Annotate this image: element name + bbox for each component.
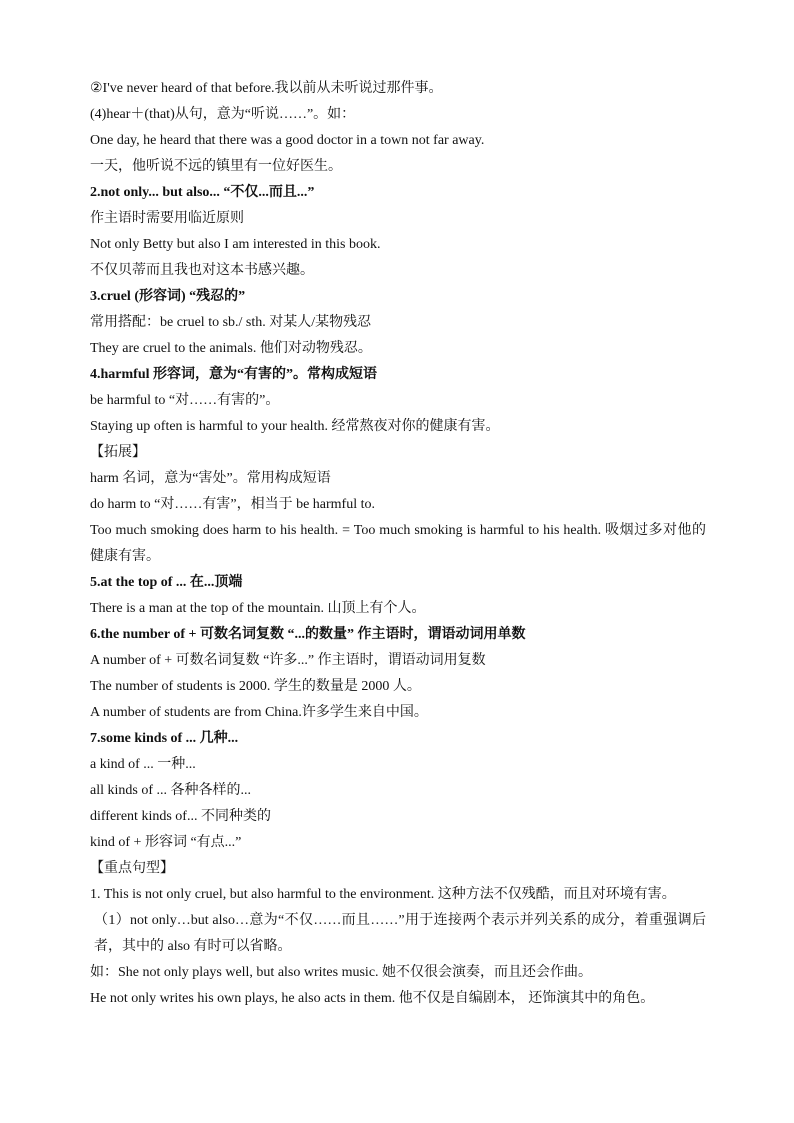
notes-block-1 [90, 76, 706, 518]
text-line: 一天，他听说不远的镇里有一位好医生。 [90, 159, 342, 174]
text-line: There is a man at the top of the mountain. 山顶上有个人。 [90, 601, 426, 616]
text-line: ②I've never heard of that before.我以前从未听说过那件事。 [90, 81, 443, 96]
text-line: harm 名词，意为“害处”。常用构成短语 [90, 471, 331, 486]
section-heading: 5.at the top of ... 在...顶端 [90, 575, 243, 590]
example-sentence-plays: He not only writes his own plays, he also acts in them. 他不仅是自编剧本， 还饰演其中的角色。 [90, 991, 655, 1006]
section-heading: 6.the number of + 可数名词复数 “...的数量” 作主语时，谓语动词用单数 [90, 627, 526, 642]
text-line: They are cruel to the animals. 他们对动物残忍。 [90, 341, 372, 356]
text-line: 常用搭配：be cruel to sb./ sth. 对某人/某物残忍 [90, 315, 372, 330]
text-line: 【拓展】 [90, 445, 146, 460]
text-line: 作主语时需要用临近原则 [90, 211, 244, 226]
section-heading: 4.harmful 形容词，意为“有害的”。常构成短语 [90, 367, 377, 382]
text-line: A number of students are from China.许多学生来自中国。 [90, 705, 428, 720]
document-page [90, 76, 706, 1012]
section-heading: 7.some kinds of ... 几种... [90, 731, 239, 746]
text-line: do harm to “对……有害”，相当于 be harmful to. [90, 497, 376, 512]
text-line: all kinds of ... 各种各样的... [90, 783, 251, 798]
text-line: A number of + 可数名词复数 “许多...” 作主语时，谓语动词用复数 [90, 653, 486, 668]
text-line: (4)hear＋(that)从句，意为“听说……”。如： [90, 107, 356, 122]
text-line: One day, he heard that there was a good doctor in a town not far away. [90, 133, 485, 148]
example-sentence-music: 如：She not only plays well, but also writes music. 她不仅很会演奏，而且还会作曲。 [90, 965, 593, 980]
section-heading: 2.not only... but also... “不仅...而且...” [90, 185, 315, 200]
notes-block-2 [90, 570, 706, 882]
smoking-example-paragraph: Too much smoking does harm to his health. = Too much smoking is harmful to his health. 吸烟过多对他的健康有害。 [90, 523, 706, 564]
text-line: Not only Betty but also I am interested in this book. [90, 237, 381, 252]
text-line: 【重点句型】 [90, 861, 174, 876]
text-line: 不仅贝蒂而且我也对这本书感兴趣。 [90, 263, 314, 278]
key-sentence-1: 1. This is not only cruel, but also harmful to the environment. 这种方法不仅残酷，而且对环境有害。 [90, 887, 676, 902]
text-line: kind of + 形容词 “有点...” [90, 835, 242, 850]
text-line: The number of students is 2000. 学生的数量是 2000 人。 [90, 679, 421, 694]
text-line: different kinds of... 不同种类的 [90, 809, 271, 824]
explanation-paragraph: （1）not only…but also…意为“不仅……而且……”用于连接两个表示并列关系的成分，着重强调后者，其中的 also 有时可以省略。 [94, 913, 706, 954]
text-line: a kind of ... 一种... [90, 757, 196, 772]
section-heading: 3.cruel (形容词) “残忍的” [90, 289, 246, 304]
text-line: Staying up often is harmful to your health. 经常熬夜对你的健康有害。 [90, 419, 500, 434]
text-line: be harmful to “对……有害的”。 [90, 393, 280, 408]
